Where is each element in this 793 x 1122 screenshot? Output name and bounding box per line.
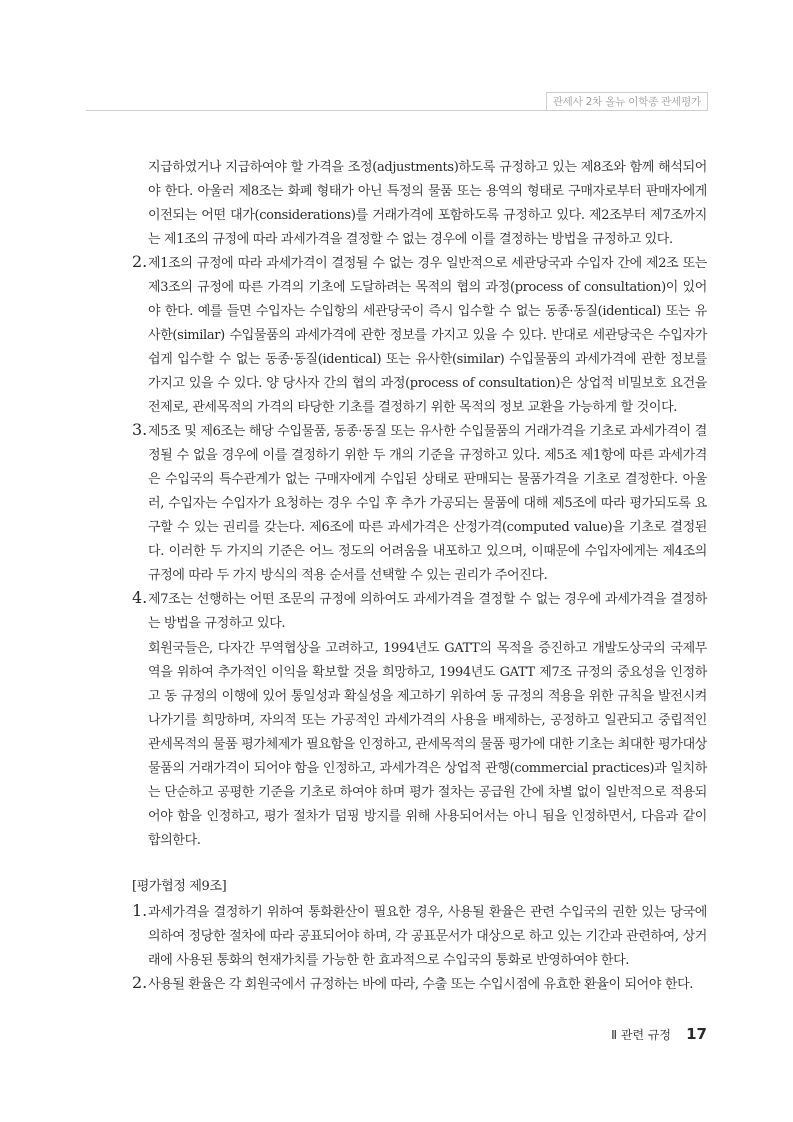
page-body: [118, 156, 707, 997]
item-number: 2.: [132, 973, 148, 992]
section-label: [평가협정 제9조]: [132, 879, 227, 894]
item-number: 4.: [132, 588, 148, 607]
item-text: 제1조의 규정에 따라 과세가격이 결정될 수 없는 경우 일반적으로 세관당국과 수입자 간에 제2조 또는 제3조의 규정에 따른 가격의 기초에 도달하려는 목적의 협의 과정(process of consultation)이 있어야 한다. 예를 들면 수입자는 수입항의 세관당국이 즉시 입수할 수 없는 동종·동질(identical) 또는 유사한(similar) 수입물품의 과세가격에 관한 정보를 가지고 있을 수 있다. 반대로 세관당국은 수입자가 쉽게 입수할 수 없는 동종·동질(identical) 또는 유사한(similar) 수입물품의 과세가격에 관한 정보를 가지고 있을 수 있다. 양 당사자 간의 협의 과정(process of consultation)은 상업적 비밀보호 요건을 전제로, 관세목적의 가격의 타당한 기초를 결정하기 위한 목적의 정보 교환을 가능하게 할 것이다.: [148, 256, 707, 415]
chapter-label: Ⅱ 관련 규정: [611, 1028, 672, 1042]
item-number: 1.: [132, 901, 148, 920]
page-footer: [611, 1024, 707, 1043]
item-number: 3.: [132, 420, 148, 439]
item-text: 제7조는 선행하는 어떤 조문의 규정에 의하여도 과세가격을 결정할 수 없는 경우에 과세가격을 결정하는 방법을 규정하고 있다.: [148, 592, 707, 631]
header-rule: [86, 110, 707, 111]
page-number: 17: [686, 1025, 707, 1043]
list-item-2: [118, 252, 707, 420]
article9-item-1: [118, 901, 707, 973]
running-header: 관세사 2차 올뉴 이학종 관세평가: [546, 92, 708, 111]
member-agreement-paragraph: 회원국들은, 다자간 무역협상을 고려하고, 1994년도 GATT의 목적을 증진하고 개발도상국의 국제무역을 위하여 추가적인 이익을 확보할 것을 희망하고, 1994년도 GATT 제7조 규정의 중요성을 인정하고 동 규정의 이행에 있어 통일성과 확실성을 제고하기 위하여 동 규정의 적용을 위한 규칙을 발전시켜 나가기를 희망하며, 자의적 또는 가공적인 과세가격의 사용을 배제하는, 공정하고 일관되고 중립적인 관세목적의 물품 평가체제가 필요함을 인정하고, 관세목적의 물품 평가에 대한 기초는 최대한 평가대상물품의 거래가격이 되어야 함을 인정하고, 과세가격은 상업적 관행(commercial practices)과 일치하는 단순하고 공평한 기준을 기초로 하여야 하며 평가 절차는 공급원 간에 차별 없이 일반적으로 적용되어야 함을 인정하고, 평가 절차가 덤핑 방지를 위해 사용되어서는 아니 됨을 인정하면서, 다음과 같이 합의한다.: [148, 641, 707, 848]
list-item-3: [118, 420, 707, 588]
article9-item-2: [118, 973, 707, 997]
item-number: 2.: [132, 252, 148, 271]
item-text: 사용될 환율은 각 회원국에서 규정하는 바에 따라, 수출 또는 수입시점에 유효한 환율이 되어야 한다.: [148, 977, 694, 992]
list-item-4: [118, 588, 707, 636]
continuation-paragraph: 지급하였거나 지급하여야 할 가격을 조정(adjustments)하도록 규정하고 있는 제8조와 함께 해석되어야 한다. 아울러 제8조는 화폐 형태가 아닌 특정의 물품 또는 용역의 형태로 구매자로부터 판매자에게 이전되는 어떤 대가(considerations)를 거래가격에 포함하도록 규정하고 있다. 제2조부터 제7조까지는 제1조의 규정에 따라 과세가격을 결정할 수 없는 경우에 이를 결정하는 방법을 규정하고 있다.: [148, 160, 707, 247]
item-text: 과세가격을 결정하기 위하여 통화환산이 필요한 경우, 사용될 환율은 관련 수입국의 권한 있는 당국에 의하여 정당한 절차에 따라 공표되어야 하며, 각 공표문서가 대상으로 하고 있는 기간과 관련하여, 상거래에 사용된 통화의 현재가치를 가능한 한 효과적으로 수입국의 통화로 반영하여야 한다.: [148, 905, 707, 968]
item-text: 제5조 및 제6조는 해당 수입물품, 동종·동질 또는 유사한 수입물품의 거래가격을 기초로 과세가격이 결정될 수 없을 경우에 이를 결정하기 위한 두 개의 기준을 규정하고 있다. 제5조 제1항에 따른 과세가격은 수입국의 특수관계가 없는 구매자에게 수입된 상태로 판매되는 물품가격을 기초로 결정한다. 아울러, 수입자는 수입자가 요청하는 경우 수입 후 추가 가공되는 물품에 대해 제5조에 따라 평가되도록 요구할 수 있는 권리를 갖는다. 제6조에 따른 과세가격은 산정가격(computed value)을 기초로 결정된다. 이러한 두 가지의 기준은 어느 정도의 어려움을 내포하고 있으며, 이때문에 수입자에게는 제4조의 규정에 따라 두 가지 방식의 적용 순서를 선택할 수 있는 권리가 주어진다.: [148, 424, 707, 583]
